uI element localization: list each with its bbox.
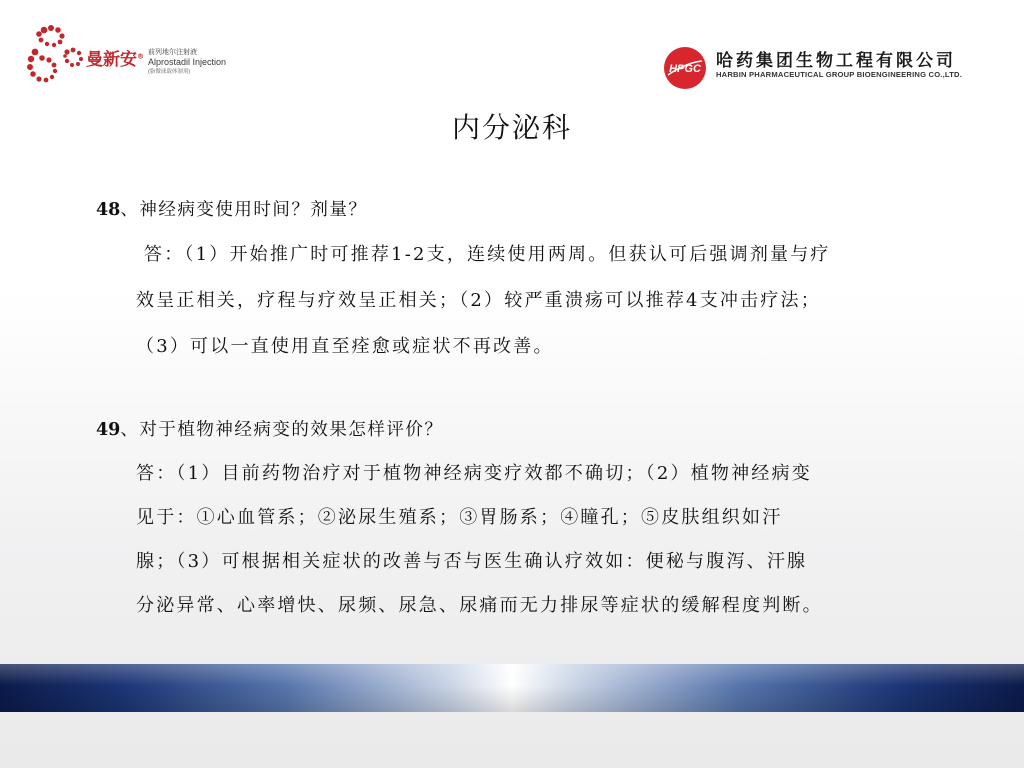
question-number: 49: [96, 420, 121, 440]
footer-band-shine: [0, 664, 1024, 712]
hpgc-logo: [656, 40, 976, 90]
dot-ring-logo-icon: [26, 22, 86, 88]
question-text: 、神经病变使用时间？剂量？: [120, 200, 368, 220]
question-number: 48: [96, 200, 121, 220]
answer-line: 见于：①心血管系；②泌尿生殖系；③胃肠系；④瞳孔；⑤皮肤组织如汗: [136, 507, 783, 528]
brand-name: 曼新安®: [86, 50, 144, 70]
company-name-cn: 哈药集团生物工程有限公司: [716, 51, 956, 71]
brand-subtitle-note: (脂微球载体制剂): [148, 69, 191, 75]
answer-line: 腺；（3）可根据相关症状的改善与否与医生确认疗效如：便秘与腹泻、汗腺: [136, 551, 808, 572]
question-text: 、对于植物神经病变的效果怎样评价？: [120, 420, 444, 440]
question-48: [96, 196, 367, 221]
alprostadil-logo: [26, 22, 236, 88]
brand-subtitle: [148, 48, 258, 77]
answer-line: （3）可以一直使用直至痊愈或症状不再改善。: [136, 336, 554, 357]
answer-line: 答：（1）开始推广时可推荐1-2支，连续使用两周。但获认可后强调剂量与疗: [144, 244, 831, 265]
answer-line: 答：（1）目前药物治疗对于植物神经病变疗效都不确切；（2）植物神经病变: [136, 463, 812, 484]
slide-title: 内分泌科: [451, 111, 572, 144]
brand-subtitle-cn: 前列地尔注射液: [148, 49, 197, 56]
answer-49: [136, 452, 926, 628]
hpgc-badge-text: HPGC: [669, 63, 701, 75]
answer-line: 分泌异常、心率增快、尿频、尿急、尿痛而无力排尿等症状的缓解程度判断。: [136, 595, 823, 616]
question-49: [96, 416, 443, 441]
answer-line: 效呈正相关，疗程与疗效呈正相关；（2）较严重溃疡可以推荐4支冲击疗法；: [136, 290, 821, 311]
answer-48: [136, 232, 926, 370]
hpgc-badge-icon: [662, 45, 708, 91]
company-name-en: HARBIN PHARMACEUTICAL GROUP BIOENGINEERING CO.,LTD.: [716, 70, 963, 79]
brand-subtitle-en: Alprostadil Injection: [148, 57, 227, 67]
